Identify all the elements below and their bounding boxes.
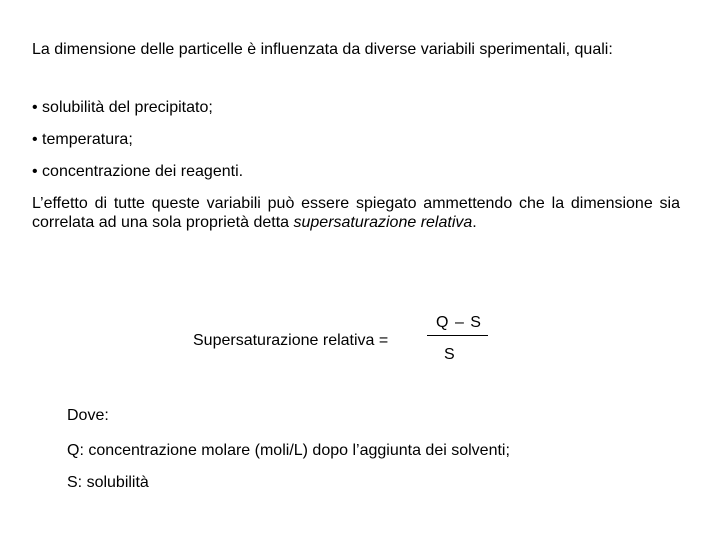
explanation-paragraph [32, 194, 680, 232]
intro-text: La dimensione delle particelle è influenzata da diverse variabili sperimentali, quali: [32, 41, 613, 58]
formula-denominator: S [444, 346, 455, 363]
bullet-concentration: • concentrazione dei reagenti. [32, 163, 244, 180]
definition-q: Q: concentrazione molare (moli/L) dopo l’aggiunta dei solventi; [67, 442, 510, 459]
formula-numerator: Q – S [436, 314, 482, 331]
bullet-solubility: • solubilità del precipitato; [32, 99, 213, 116]
paragraph-emphasis: supersaturazione relativa [293, 214, 473, 231]
paragraph-end: . [472, 214, 477, 231]
definition-s: S: solubilità [67, 474, 149, 491]
definitions-heading: Dove: [67, 407, 109, 424]
bullet-temperature: • temperatura; [32, 131, 133, 148]
paragraph-text: L’effetto di tutte queste variabili può essere spiegato ammettendo che la dimensione sia correlata ad una sola proprietà detta [32, 195, 680, 231]
fraction-bar [427, 335, 488, 336]
formula-label: Supersaturazione relativa = [193, 332, 389, 349]
